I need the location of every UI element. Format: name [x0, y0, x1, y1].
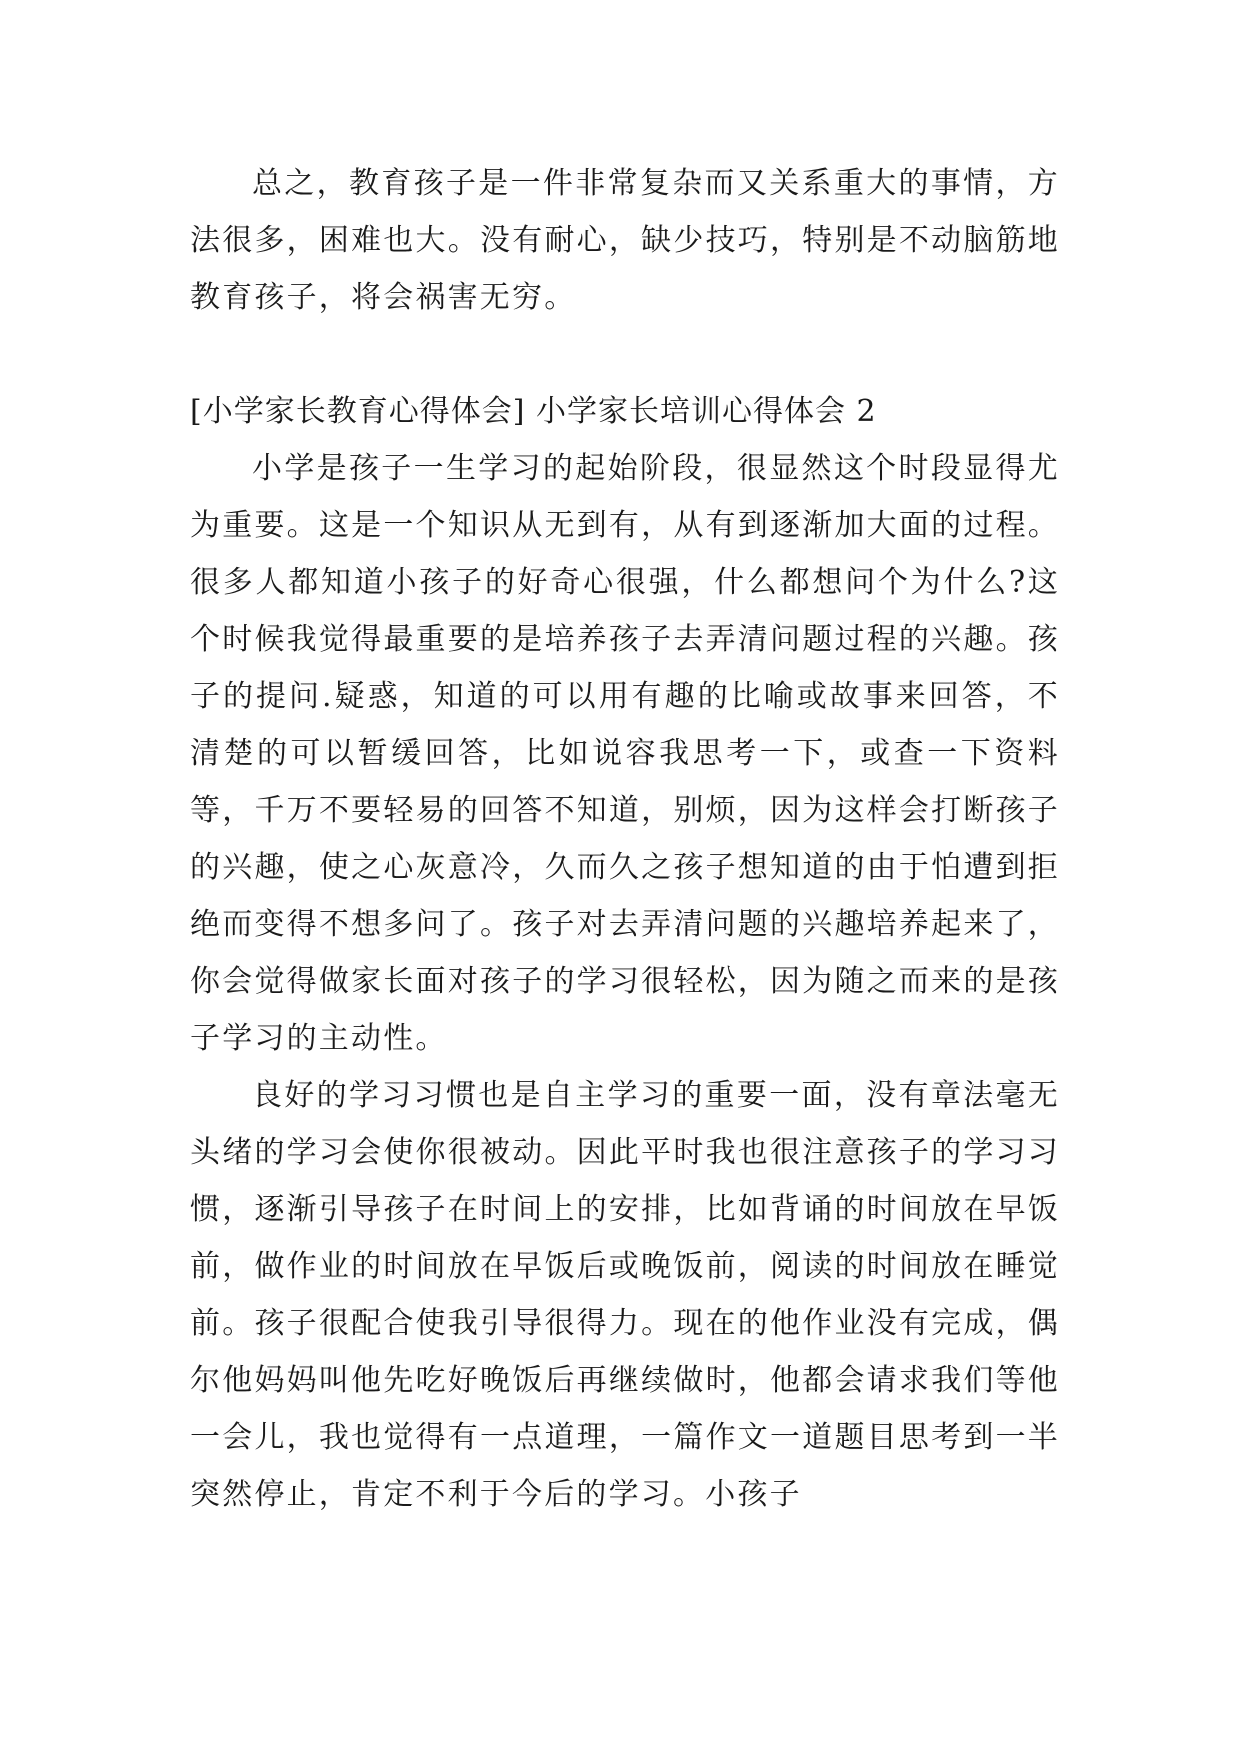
document-body — [190, 155, 1060, 1523]
paragraph-curiosity: 小学是孩子一生学习的起始阶段，很显然这个时段显得尤为重要。这是一个知识从无到有，从有到逐渐加大面的过程。很多人都知道小孩子的好奇心很强，什么都想问个为什么?这个时候我觉得最重要的是培养孩子去弄清问题过程的兴趣。孩子的提问.疑惑，知道的可以用有趣的比喻或故事来回答，不清楚的可以暂缓回答，比如说容我思考一下，或查一下资料等，千万不要轻易的回答不知道，别烦，因为这样会打断孩子的兴趣，使之心灰意冷，久而久之孩子想知道的由于怕遭到拒绝而变得不想多问了。孩子对去弄清问题的兴趣培养起来了，你会觉得做家长面对孩子的学习很轻松，因为随之而来的是孩子学习的主动性。 — [190, 451, 1060, 1056]
paragraph-spacer — [190, 326, 1060, 383]
section-heading: [小学家长教育心得体会] 小学家长培训心得体会 2 — [190, 394, 877, 429]
paragraph-conclusion: 总之，教育孩子是一件非常复杂而又关系重大的事情，方法很多，困难也大。没有耐心，缺少技巧，特别是不动脑筋地教育孩子，将会祸害无穷。 — [190, 166, 1060, 315]
paragraph-study-habits: 良好的学习习惯也是自主学习的重要一面，没有章法毫无头绪的学习会使你很被动。因此平时我也很注意孩子的学习习惯，逐渐引导孩子在时间上的安排，比如背诵的时间放在早饭前，做作业的时间放在早饭后或晚饭前，阅读的时间放在睡觉前。孩子很配合使我引导很得力。现在的他作业没有完成，偶尔他妈妈叫他先吃好晚饭后再继续做时，他都会请求我们等他一会儿，我也觉得有一点道理，一篇作文一道题目思考到一半突然停止，肯定不利于今后的学习。小孩子 — [190, 1078, 1060, 1512]
